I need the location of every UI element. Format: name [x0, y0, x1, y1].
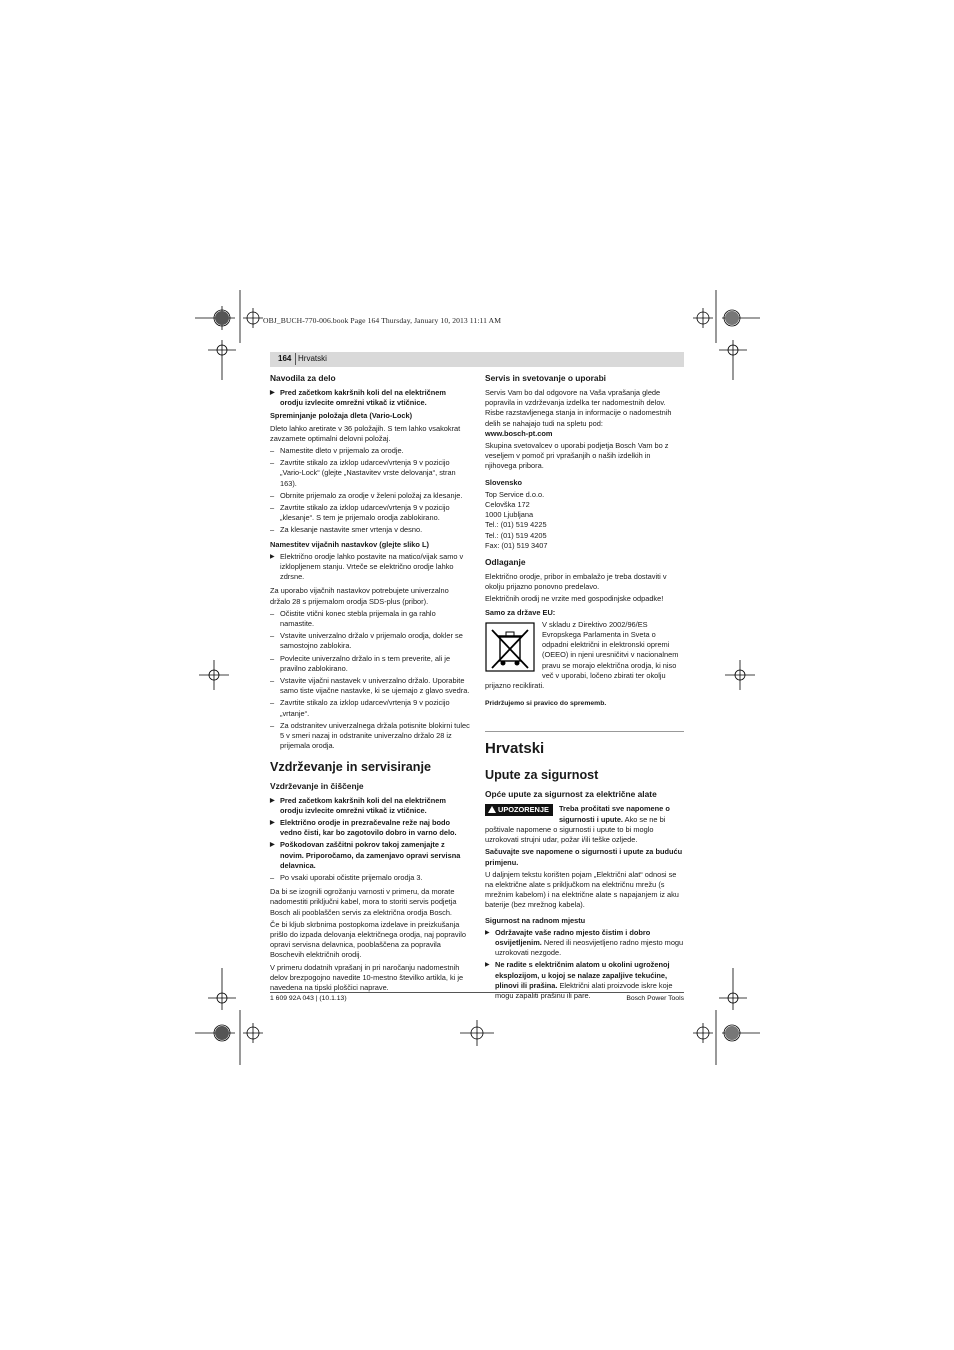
heading-sigurnost-radno: Sigurnost na radnom mjestu [485, 915, 586, 925]
right-column [485, 373, 684, 1003]
left-column [270, 373, 470, 995]
footer-brand: Bosch Power Tools [626, 995, 684, 1002]
step-11: – Za odstranitev univerzalnega držala potisnite blokirni tulec 5 v smeri nazaj in odstranite univerzalno držalo 28 iz prijemala orodja. [270, 721, 470, 752]
paragraph-pridrzujemo: Pridržujemo si pravico do sprememb. [485, 700, 607, 708]
heading-upute: Upute za sigurnost [485, 768, 599, 783]
page-footer [270, 992, 684, 1002]
footer-doc-number: 1 609 92A 043 | (10.1.13) [270, 995, 347, 1002]
bullet-workplace-bold: Održavajte vaše radno mjesto čistim i dobro osvijetljenim. [495, 927, 651, 947]
paragraph-dleto: Dleto lahko aretirate v 36 položajih. S tem lahko vsakokrat zavzamete optimalni delovni položaj. [270, 423, 461, 443]
heading-opce-upute: Opće upute za sigurnost za električne alate [485, 789, 657, 800]
bullet-workplace [485, 928, 684, 959]
link-bosch-pt[interactable]: www.bosch-pt.com [485, 428, 553, 438]
paragraph-skupina: Skupina svetovalcev o uporabi podjetja Bosch Vam bo z veseljem v pomoč pri vprašanjih o naših izdelkih in njihovega pribora. [485, 441, 669, 471]
heading-odlaganje: Odlaganje [485, 557, 526, 568]
warning-triangle-icon [488, 806, 496, 813]
step-4: – Zavrtite stikalo za izklop udarcev/vrtenja 9 v pozicijo „klesanje“. S tem je prijemalo orodja zablokirano. [270, 503, 470, 523]
step-8: – Povlecite univerzalno držalo in s tem preverite, ali je pravilno zablokirano. [270, 654, 470, 674]
eu-block [485, 620, 684, 693]
address-line-5: Tel.: (01) 519 4205 [485, 530, 547, 540]
heading-vzdrzevanje: Vzdrževanje in servisiranje [270, 759, 432, 774]
bullet-clean: ▶ Električno orodje in prezračevalne reže naj bodo vedno čisti, kar bo zagotovilo dobro in varno delo. [270, 818, 470, 838]
step-6: – Očistite vtični konec stebla prijemala in ga rahlo namastite. [270, 609, 470, 629]
address-line-1: Top Service d.o.o. [485, 489, 545, 499]
paragraph-ne-vrzite: Električnih orodij ne vrzite med gospodinjske odpadke! [485, 594, 664, 604]
bullet-cover: ▶ Poškodovan zaščitni pokrov takoj zamenjajte z novim. Priporočamo, da zamenjavo opravi servisna delavnica. [270, 840, 470, 871]
bullet-explosion-rest: Električni alati proizvode iskre koje mogu zapaliti prašinu ili pare. [495, 980, 673, 1000]
address-line-4: Tel.: (01) 519 4225 [485, 520, 547, 530]
paragraph-eu-directive: V skladu z Direktivo 2002/96/ES Evropskega Parlamenta in Sveta o odpadni električni in elektronski opremi (OEEO) in njeni uresničitvi v nacionalnem pravu se morajo električna orodja, ki niso več v uporabi, ločeno zbirati ter okolju prijazno reciklirati. [485, 619, 679, 691]
heading-ciscenje: Vzdrževanje in čiščenje [270, 780, 364, 791]
address-line-2: Celovška 172 [485, 500, 530, 510]
warning-text-bold: Treba pročitati sve napomene o sigurnosti i upute. [558, 804, 670, 824]
step-9: – Vstavite vijačni nastavek v univerzalno držalo. Uporabite samo tiste vijačne nastavke, ki se ujemajo z glavo svedra. [270, 676, 470, 696]
heading-eu: Samo za države EU: [485, 607, 556, 617]
paragraph-daljnjem: U daljnjem tekstu korišten pojam „Električni alat“ odnosi se na električne alate s priključkom na električnu mrežu (s mrežnim kabelom) i na električne alate s napajanjem iz aku baterije (bez mrežnog kabela). [485, 869, 679, 910]
heading-navodila: Navodila za delo [270, 373, 336, 383]
page-header-bar [270, 352, 684, 367]
address-line-3: 1000 Ljubljana [485, 510, 534, 520]
print-info-line: OBJ_BUCH-770-006.book Page 164 Thursday, January 10, 2013 11:11 AM [263, 316, 502, 325]
heading-vario-lock: Spreminjanje položaja dleta (Vario-Lock) [270, 411, 413, 421]
heading-hrvatski: Hrvatski [485, 740, 545, 758]
bullet-unplug-2: ▶ Pred začetkom kakršnih koli del na električnem orodju izvlecite omrežni vtikač iz vtičnice. [270, 796, 470, 816]
step-5: – Za klesanje nastavite smer vrtenja v desno. [270, 525, 470, 535]
step-2: – Zavrtite stikalo za izklop udarcev/vrtenja 9 v pozicijo „Vario-Lock“ (glejte „Nastavitev vrste delovanja“, stran 163). [270, 458, 470, 489]
section-divider [485, 731, 684, 732]
crossed-bin-icon [485, 622, 535, 672]
warning-block [485, 804, 684, 845]
address-line-6: Fax: (01) 519 3407 [485, 540, 548, 550]
paragraph-primeru: V primeru dodatnih vprašanj in pri naročanju nadomestnih delov brezpogojno navedite 10-mestno številko artikla, ki je navedena na tipski ploščici naprave. [270, 962, 464, 992]
step-3: – Obrnite prijemalo za orodje v želeni položaj za klesanje. [270, 491, 470, 501]
bullet-unplug: ▶ Pred začetkom kakršnih koli del na električnem orodju izvlecite omrežni vtikač iz vtičnice. [270, 388, 470, 408]
paragraph-kljub: Če bi kljub skrbnima postopkoma izdelave in preizkušanja prišlo do izpada delovanja električnega orodja, naj popravilo opravi servisna delavnica, pooblaščena za popravila Boschevih električnih orodij. [270, 919, 466, 960]
bullet-workplace-rest: Nered ili neosvijetljeno radno mjesto mogu uzrokovati nezgode. [495, 937, 684, 958]
header-language: Hrvatski [298, 354, 327, 363]
warning-label: UPOZORENJE [498, 805, 549, 815]
paragraph-sacuvajte: Sačuvajte sve napomene o sigurnosti i upute za buduću primjenu. [485, 847, 683, 867]
paragraph-servis: Servis Vam bo dal odgovore na Vaša vprašanja glede popravila in vzdrževanja izdelka ter nadomestnih delov. Risbe razstavljenega stanja in informacije o nadomestnih delih se nahajajo tudi na spletu pod: [485, 388, 672, 428]
bullet-nut-screw: ▶ Električno orodje lahko postavite na matico/vijak samo v izklopljenem stanju. Vrtečе se električno orodje lahko zdrsne. [270, 552, 470, 583]
paragraph-ogrozanju: Da bi se izognili ogrožanju varnosti v primeru, da morate nadomestiti priključni kabel, mora to storiti servis podjetja Bosch ali pooblaščen servis za električna orodja Bosch. [270, 887, 457, 917]
paragraph-odlaganje: Električno orodje, pribor in embalažo je treba dostaviti v okolju prijazno ponovno predelavo. [485, 572, 667, 592]
warning-text-rest: Ako se ne bi poštivale napomene o sigurnosti i upute to bi moglo uzrokovati strujni udar, požar i/ili teške ozljede. [485, 814, 666, 845]
heading-slovensko: Slovensko [485, 477, 522, 487]
heading-namestitev: Namestitev vijačnih nastavkov (glejte sliko L) [270, 539, 429, 549]
step-1: – Namestite dleto v prijemalo za orodje. [270, 446, 470, 456]
step-12: – Po vsaki uporabi očistite prijemalo orodja 3. [270, 873, 470, 883]
warning-badge [485, 804, 553, 816]
heading-servis: Servis in svetovanje o uporabi [485, 373, 607, 383]
page-number: 164 [278, 354, 292, 363]
paragraph-uporabo: Za uporabo vijačnih nastavkov potrebujete univerzalno držalo 28 s prijemalom orodja SDS-plus (pribor). [270, 586, 449, 606]
bullet-explosion-bold: Ne radite s električnim alatom u okolini ugroženoj eksplozijom, u kojoj se nalaze zapaljive tekućine, plinovi ili prašina. [495, 960, 670, 990]
step-7: – Vstavite univerzalno držalo v prijemalo orodja, dokler se samostojno zablokira. [270, 631, 470, 651]
header-divider [295, 353, 296, 365]
step-10: – Zavrtite stikalo za izklop udarcev/vrtenja 9 v pozicijo „vrtanje“. [270, 698, 470, 718]
